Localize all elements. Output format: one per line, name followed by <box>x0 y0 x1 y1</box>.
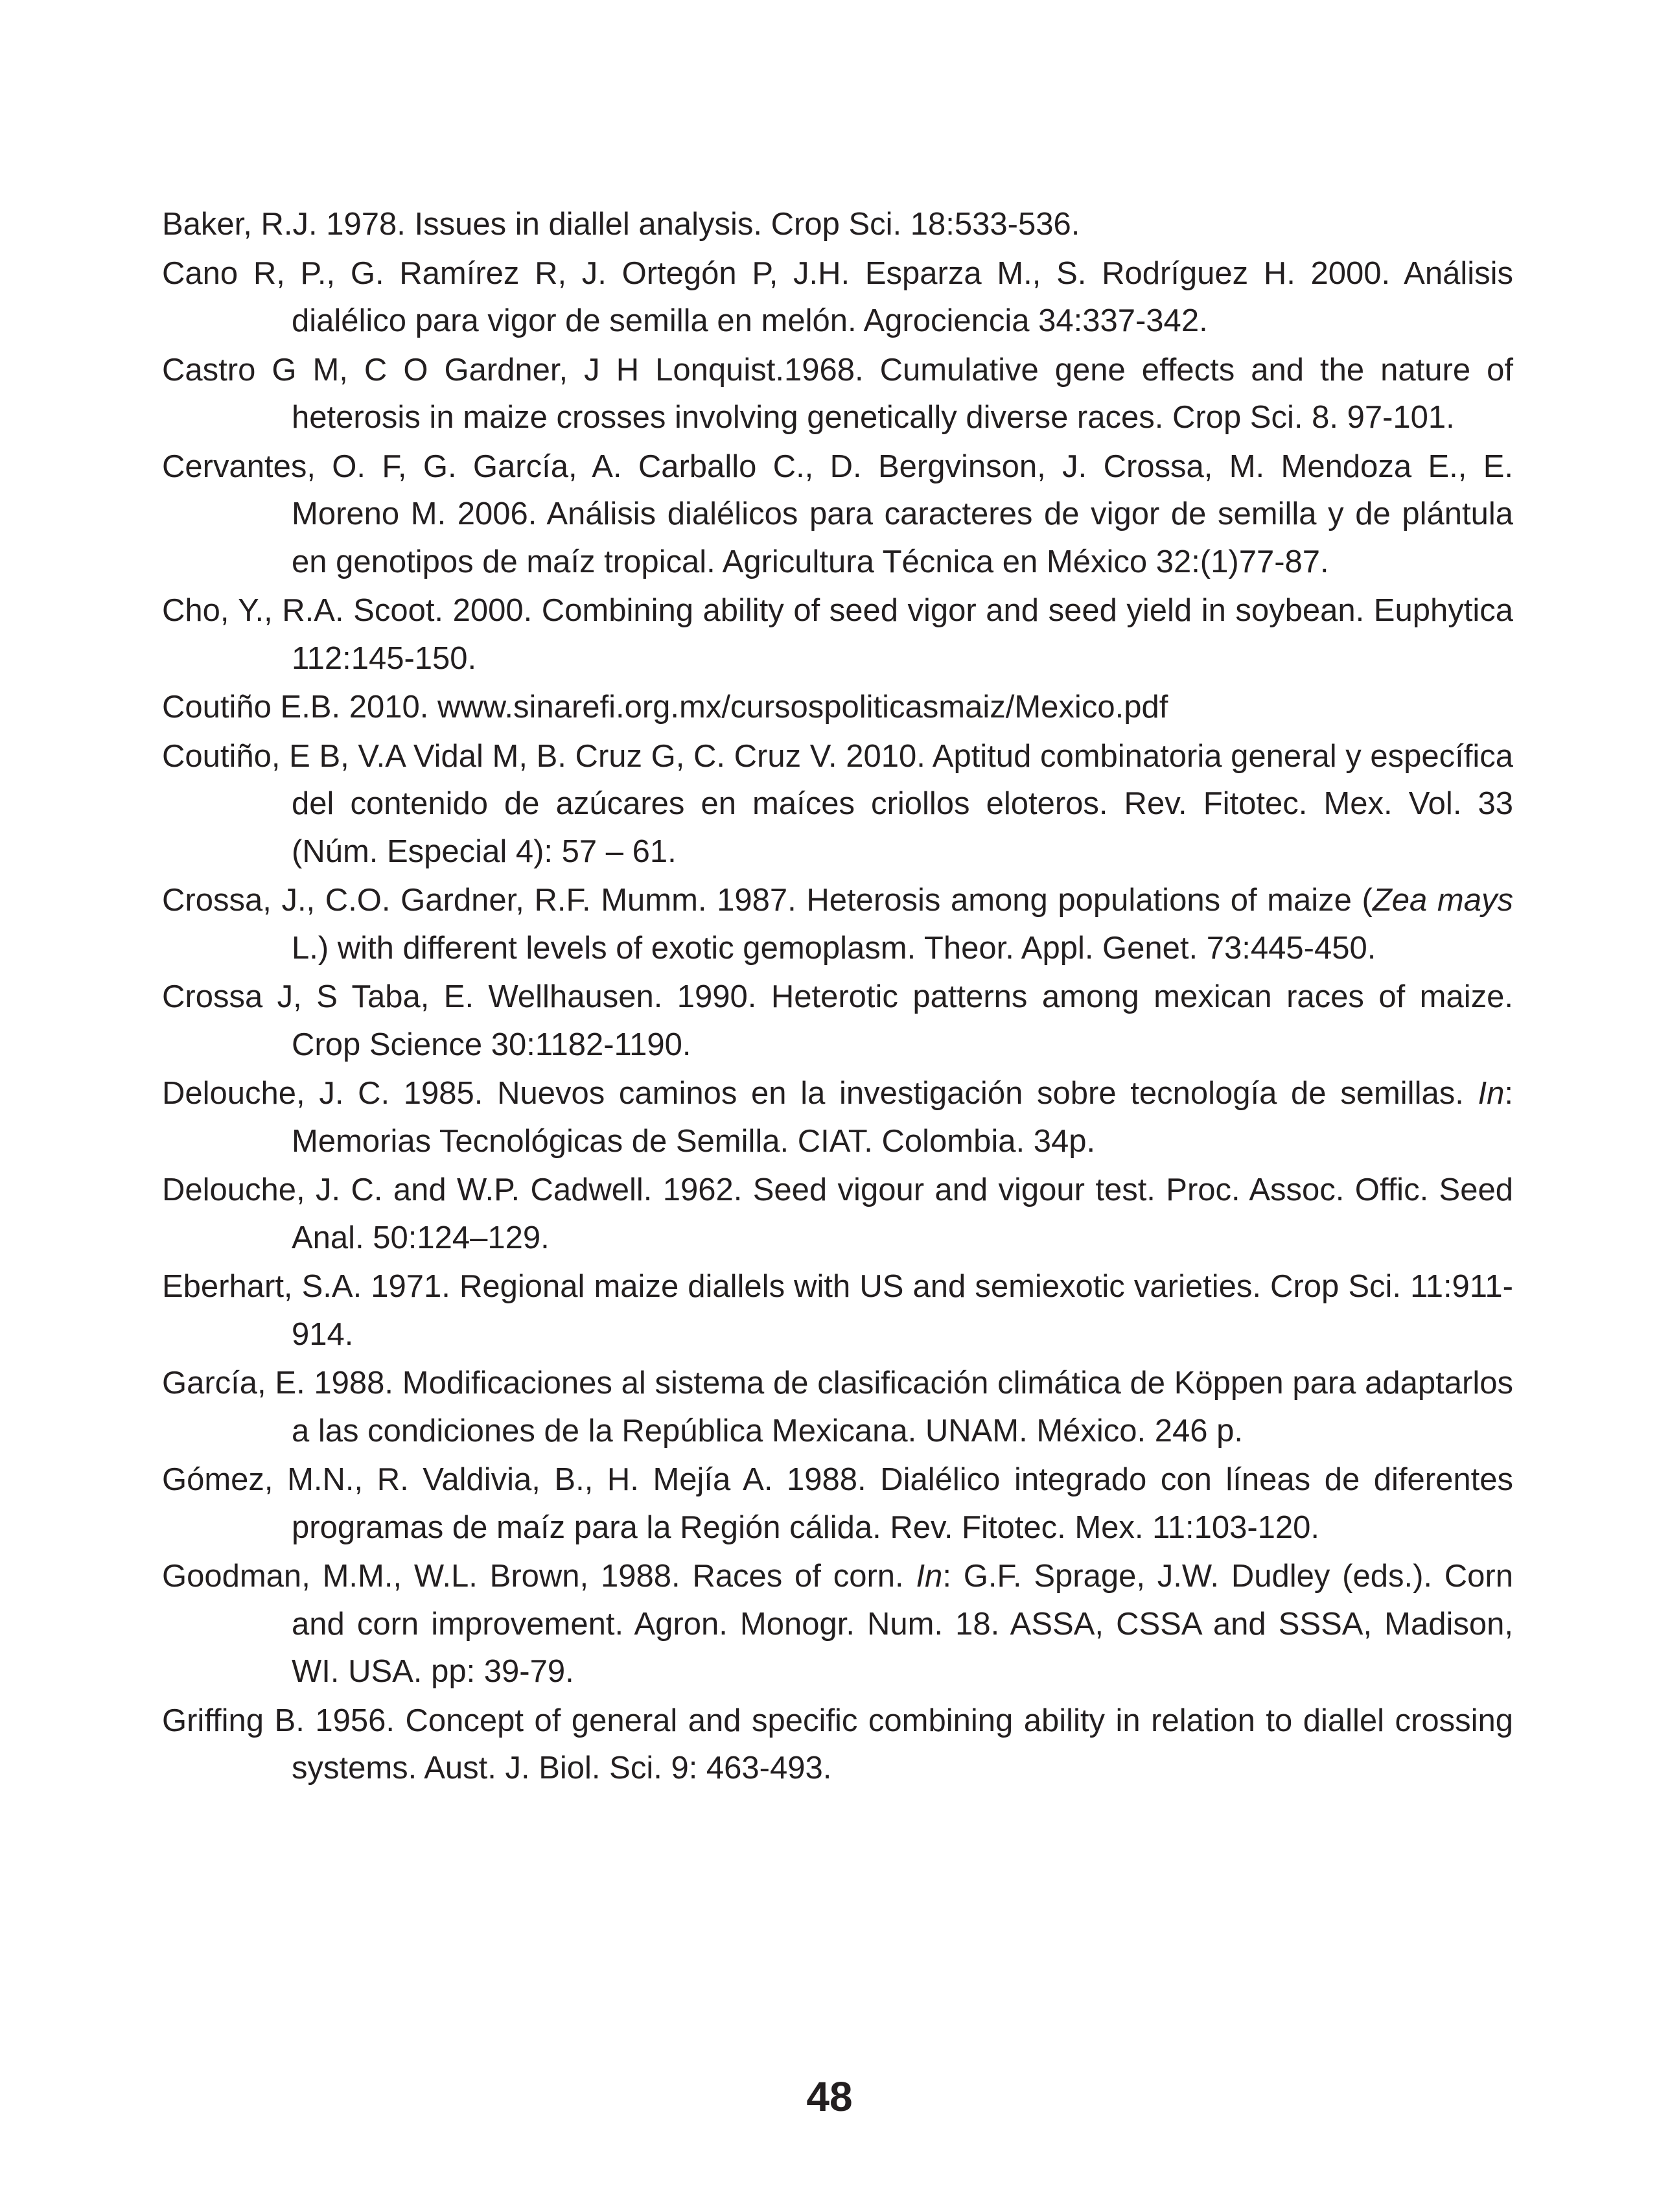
reference-entry <box>162 1070 1513 1165</box>
reference-text-italic: In <box>916 1559 943 1594</box>
reference-text-before: Delouche, J. C. 1985. Nuevos caminos en la investigación sobre tecnología de semillas. <box>162 1076 1478 1111</box>
reference-list <box>162 201 1513 1794</box>
reference-entry <box>162 973 1513 1069</box>
reference-entry <box>162 1697 1513 1793</box>
page-number: 48 <box>806 2073 853 2120</box>
reference-text: Baker, R.J. 1978. Issues in diallel analysis. Crop Sci. 18:533-536. <box>162 207 1080 242</box>
reference-entry <box>162 1263 1513 1358</box>
reference-entry <box>162 1167 1513 1262</box>
reference-entry <box>162 587 1513 682</box>
reference-entry <box>162 1360 1513 1455</box>
reference-entry <box>162 1553 1513 1696</box>
reference-text: Coutiño, E B, V.A Vidal M, B. Cruz G, C. Cruz V. 2010. Aptitud combinatoria general y específica del contenido de azúcares en maíces criollos eloteros. Rev. Fitotec. Mex. Vol. 33 (Núm. Especial 4): 57 – 61. <box>162 738 1513 869</box>
reference-text-after: : Memorias Tecnológicas de Semilla. CIAT. Colombia. 34p. <box>292 1076 1513 1159</box>
reference-text: Gómez, M.N., R. Valdivia, B., H. Mejía A. 1988. Dialélico integrado con líneas de diferentes programas de maíz para la Región cálida. Rev. Fitotec. Mex. 11:103-120. <box>162 1462 1513 1545</box>
reference-text: Delouche, J. C. and W.P. Cadwell. 1962. Seed vigour and vigour test. Proc. Assoc. Offic. Seed Anal. 50:124–129. <box>162 1172 1513 1255</box>
reference-entry <box>162 201 1513 249</box>
reference-text: Cervantes, O. F, G. García, A. Carballo C., D. Bergvinson, J. Crossa, M. Mendoza E., E. Moreno M. 2006. Análisis dialélicos para caracteres de vigor de semilla y de plántula en genotipos de maíz tropical. Agricultura Técnica en México 32:(1)77-87. <box>162 448 1513 579</box>
reference-entry <box>162 250 1513 345</box>
reference-text: Cano R, P., G. Ramírez R, J. Ortegón P, J.H. Esparza M., S. Rodríguez H. 2000. Análisis dialélico para vigor de semilla en melón. Agrociencia 34:337-342. <box>162 255 1513 338</box>
reference-entry <box>162 684 1513 732</box>
reference-entry <box>162 877 1513 972</box>
reference-text-after: : G.F. Sprage, J.W. Dudley (eds.). Corn and corn improvement. Agron. Monogr. Num. 18. ASSA, CSSA and SSSA, Madison, WI. USA. pp: 39-79. <box>292 1559 1513 1689</box>
reference-text-italic: Zea mays <box>1372 883 1513 918</box>
reference-entry <box>162 347 1513 442</box>
reference-text-after: L.) with different levels of exotic gemoplasm. Theor. Appl. Genet. 73:445-450. <box>292 930 1376 966</box>
reference-entry <box>162 1456 1513 1552</box>
reference-text: Cho, Y., R.A. Scoot. 2000. Combining ability of seed vigor and seed yield in soybean. Euphytica 112:145-150. <box>162 593 1513 676</box>
reference-text: Griffing B. 1956. Concept of general and specific combining ability in relation to diallel crossing systems. Aust. J. Biol. Sci. 9: 463-493. <box>162 1703 1513 1786</box>
reference-text-before: Crossa, J., C.O. Gardner, R.F. Mumm. 1987. Heterosis among populations of maize ( <box>162 883 1373 918</box>
reference-text-italic: In <box>1478 1076 1505 1111</box>
reference-entry <box>162 733 1513 876</box>
reference-text: Crossa J, S Taba, E. Wellhausen. 1990. Heterotic patterns among mexican races of maize. Crop Science 30:1182-1190. <box>162 979 1513 1062</box>
reference-text: García, E. 1988. Modificaciones al sistema de clasificación climática de Köppen para adaptarlos a las condiciones de la República Mexicana. UNAM. México. 246 p. <box>162 1366 1513 1449</box>
reference-text: Eberhart, S.A. 1971. Regional maize diallels with US and semiexotic varieties. Crop Sci. 11:911-914. <box>162 1269 1513 1352</box>
reference-text: Castro G M, C O Gardner, J H Lonquist.1968. Cumulative gene effects and the nature of heterosis in maize crosses involving genetically diverse races. Crop Sci. 8. 97-101. <box>162 352 1513 435</box>
reference-text-before: Goodman, M.M., W.L. Brown, 1988. Races of corn. <box>162 1559 916 1594</box>
reference-text: Coutiño E.B. 2010. www.sinarefi.org.mx/cursospoliticasmaiz/Mexico.pdf <box>162 690 1168 725</box>
reference-entry <box>162 443 1513 587</box>
